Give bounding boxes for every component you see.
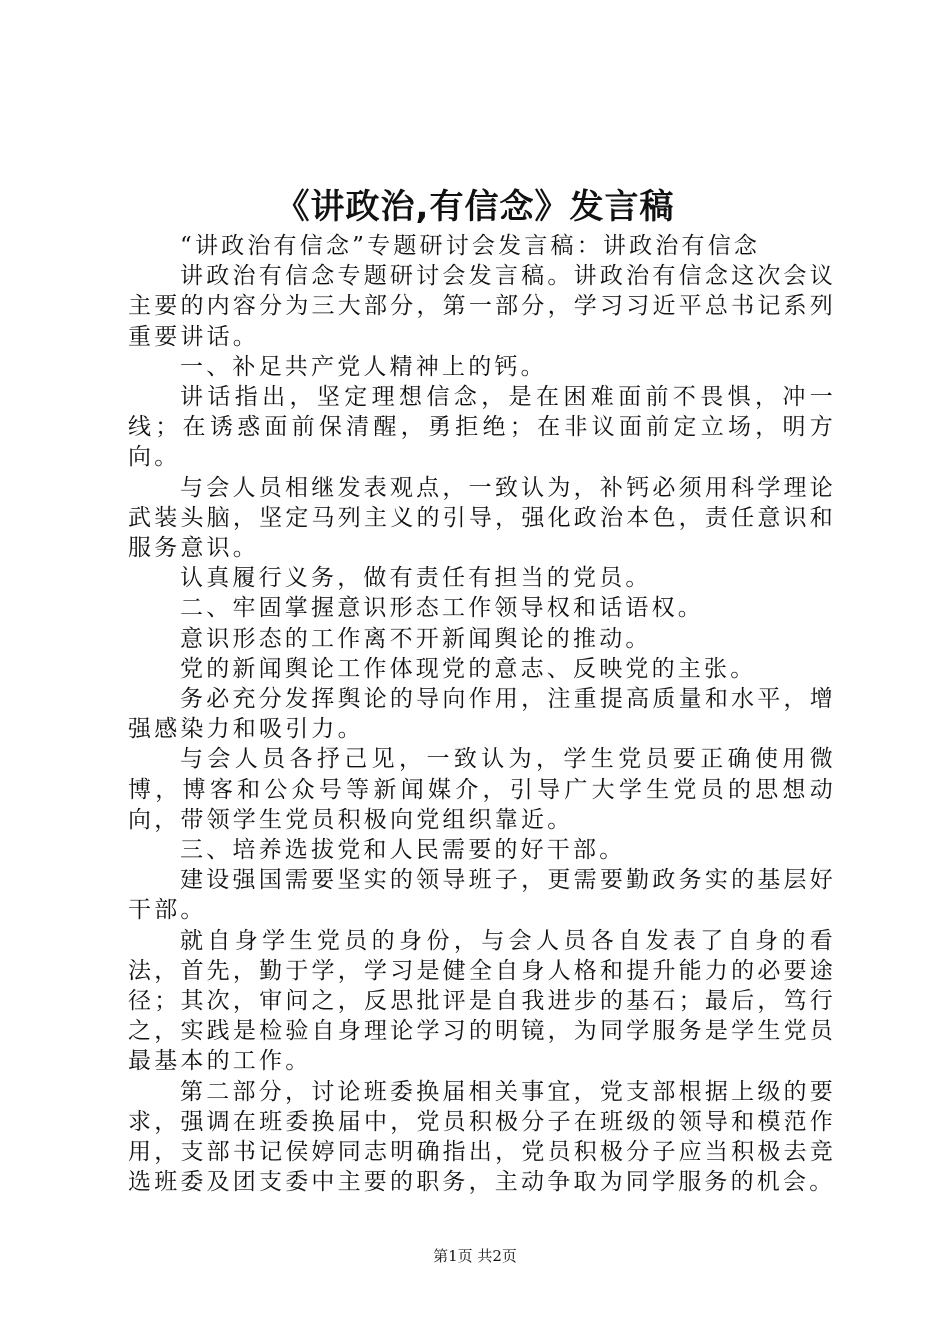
paragraph-5: 与会人员相继发表观点，一致认为，补钙必须用科学理论武装头脑，坚定马列主义的引导，强化政治本色，责任意识和服务意识。 (128, 474, 836, 562)
document-body (128, 231, 836, 1198)
paragraph-6: 认真履行义务，做有责任有担当的党员。 (180, 565, 652, 592)
page-number-footer: 第1页 共2页 (433, 1247, 517, 1265)
paragraph-10: 务必充分发挥舆论的导向作用，注重提高质量和水平，增强感染力和吸引力。 (128, 686, 836, 743)
paragraph-14: 就自身学生党员的身份，与会人员各自发表了自身的看法，首先，勤于学，学习是健全自身人格和提升能力的必要途径；其次，审问之，反思批评是自我进步的基石；最后，笃行之，实践是检验自身理论学习的明镜，为同学服务是学生党员最基本的工作。 (128, 927, 836, 1075)
paragraph-8: 意识形态的工作离不开新闻舆论的推动。 (180, 625, 652, 652)
paragraph-3: 一、补足共产党人精神上的钙。 (180, 353, 547, 380)
paragraph-15: 第二部分，讨论班委换届相关事宜，党支部根据上级的要求，强调在班委换届中，党员积极分子在班级的领导和模范作用，支部书记侯婷同志明确指出，党员积极分子应当积极去竞选班委及团支委中主要的职务，主动争取为同学服务的机会。 (128, 1078, 836, 1196)
paragraph-12: 三、培养选拔党和人民需要的好干部。 (180, 837, 626, 864)
paragraph-7: 二、牢固掌握意识形态工作领导权和话语权。 (180, 595, 704, 622)
paragraph-9: 党的新闻舆论工作体现党的意志、反映党的主张。 (180, 655, 757, 682)
document-title: 《讲政治,有信念》发言稿 (275, 187, 675, 227)
paragraph-11: 与会人员各抒己见，一致认为，学生党员要正确使用微博，博客和公众号等新闻媒介，引导广大学生党员的思想动向，带领学生党员积极向党组织靠近。 (128, 746, 836, 833)
paragraph-4: 讲话指出，坚定理想信念，是在困难面前不畏惧，冲一线；在诱惑面前保清醒，勇拒绝；在非议面前定立场，明方向。 (128, 384, 836, 471)
paragraph-2: 讲政治有信念专题研讨会发言稿。讲政治有信念这次会议主要的内容分为三大部分，第一部分，学习习近平总书记系列重要讲话。 (128, 263, 836, 350)
paragraph-1: “讲政治有信念”专题研讨会发言稿：讲政治有信念 (180, 233, 761, 259)
paragraph-13: 建设强国需要坚实的领导班子，更需要勤政务实的基层好干部。 (128, 867, 836, 924)
